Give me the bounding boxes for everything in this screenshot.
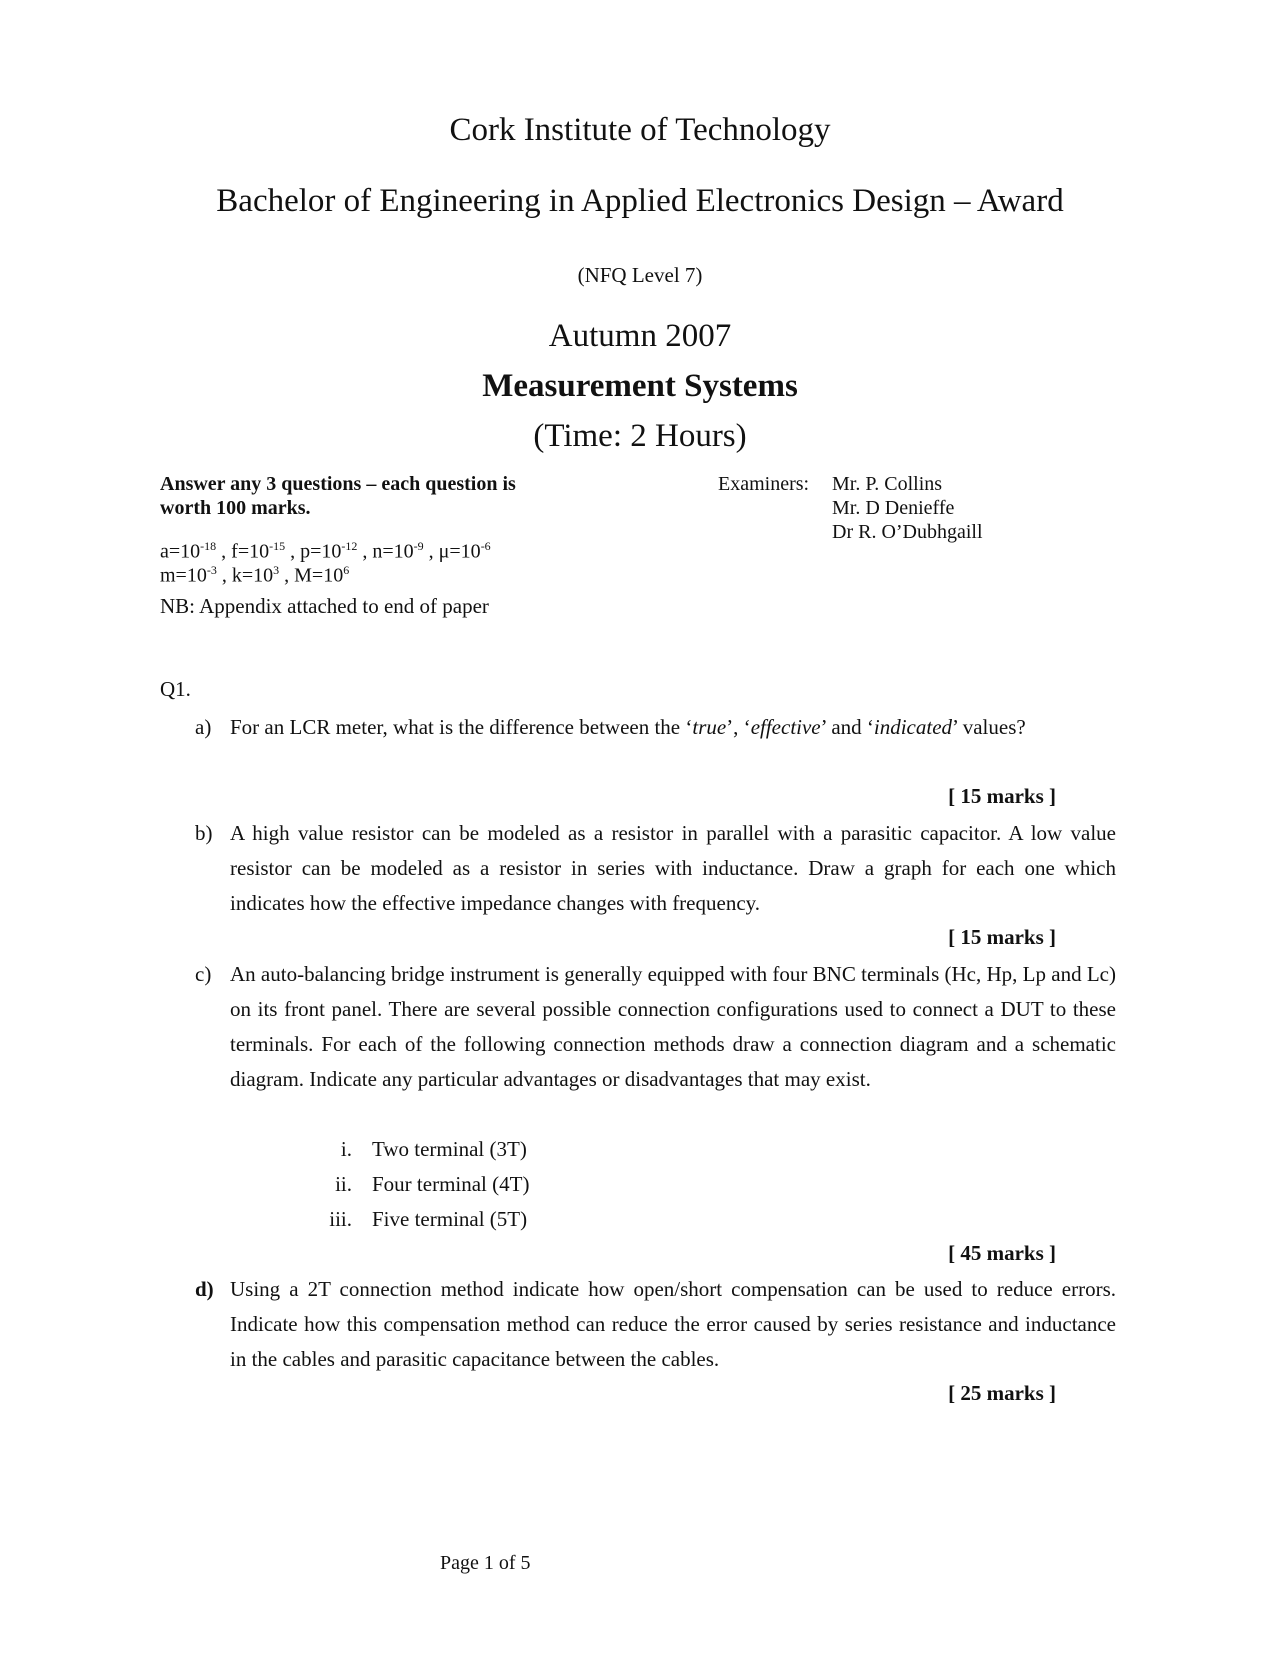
appendix-note: NB: Appendix attached to end of paper <box>160 594 489 618</box>
subject-title: Measurement Systems <box>482 368 798 404</box>
examiners-list <box>832 472 983 544</box>
part-label: a) <box>195 715 212 739</box>
examiner-name: Dr R. O’Dubhgaill <box>832 521 983 543</box>
marks-label: [ 25 marks ] <box>948 1381 1056 1405</box>
degree-title: Bachelor of Engineering in Applied Electronics Design – Award <box>216 183 1064 219</box>
part-text: An auto-balancing bridge instrument is generally equipped with four BNC terminals (Hc, Hp, Lp and Lc) on its front panel. There are several possible connection configurations used to connect a DUT to these terminals. For each of the following connection methods draw a connection diagram and a schematic diagram. Indicate any particular advantages or disadvantages that may exist. <box>230 962 1116 1091</box>
examiners-label: Examiners: <box>718 473 810 495</box>
page-number: Page 1 of 5 <box>440 1552 531 1574</box>
part-label: c) <box>195 962 212 986</box>
part-label: b) <box>195 821 213 845</box>
marks-label: [ 45 marks ] <box>948 1241 1056 1265</box>
si-prefixes-line-2: $m=10^{-3}$ , $k=10^3$ , $M=10^6$ <box>160 563 350 587</box>
marks-label: [ 15 marks ] <box>948 784 1056 808</box>
question-number: Q1. <box>160 677 191 701</box>
marks-label: [ 15 marks ] <box>948 925 1056 949</box>
exam-term: Autumn 2007 <box>548 318 732 354</box>
institution-title: Cork Institute of Technology <box>449 112 831 148</box>
examiner-name: Mr. D Denieffe <box>832 497 955 519</box>
part-label: d) <box>195 1277 214 1301</box>
part-text: A high value resistor can be modeled as a resistor in parallel with a parasitic capacitor. A low value resistor can be modeled as a resistor in series with inductance. Draw a graph for each one which indicates how the effective impedance changes with frequency. <box>230 821 1116 915</box>
part-text: Using a 2T connection method indicate how open/short compensation can be used to reduce errors. Indicate how this compensation method can reduce the error caused by series resistance and inductance in the cables and parasitic capacitance between the cables. <box>230 1277 1116 1371</box>
answer-instructions: Answer any 3 questions – each question is worth 100 marks. <box>160 473 516 519</box>
examiner-name: Mr. P. Collins <box>832 473 943 495</box>
si-prefixes-line-1: $a=10^{-18}$ , $f=10^{-15}$ , $p=10^{-12}$ , $n=10^{-9}$ , $\mu=10^{-6}$ <box>160 539 491 563</box>
nfq-level: (NFQ Level 7) <box>577 263 703 287</box>
part-text: For an LCR meter, what is the difference between the ‘true’, ‘effective’ and ‘indicated’ values? <box>230 715 1026 739</box>
exam-duration: (Time: 2 Hours) <box>533 418 747 454</box>
